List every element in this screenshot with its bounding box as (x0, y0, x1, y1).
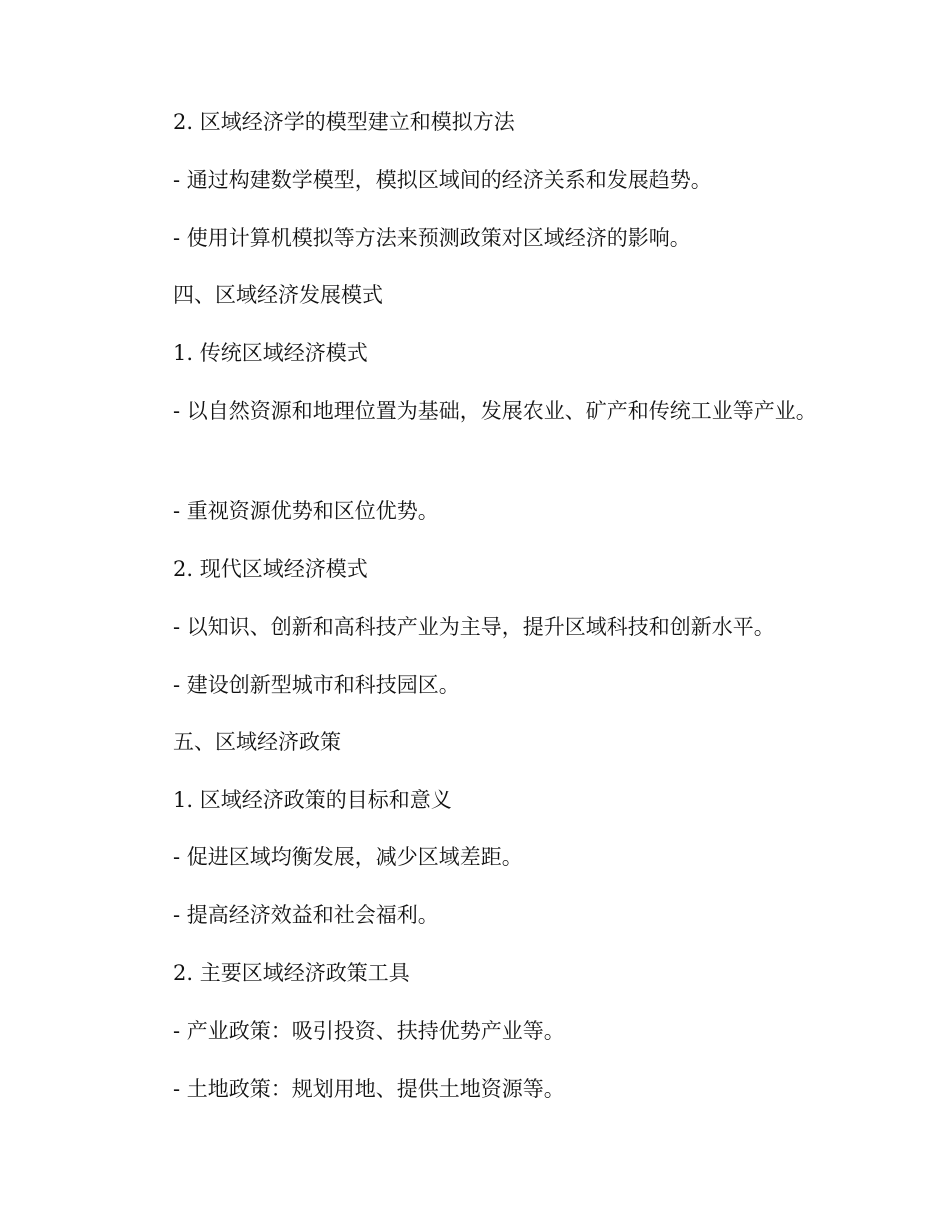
bullet-resource-advantages: - 重视资源优势和区位优势。 (173, 499, 439, 523)
section-heading-economic-policy: 五、区域经济政策 (173, 730, 341, 754)
bullet-balanced-development: - 促进区域均衡发展，减少区域差距。 (173, 845, 523, 869)
subheading-model-methods: 2. 区域经济学的模型建立和模拟方法 (173, 110, 515, 134)
subheading-policy-tools: 2. 主要区域经济政策工具 (173, 961, 410, 985)
bullet-innovative-cities: - 建设创新型城市和科技园区。 (173, 673, 460, 697)
section-heading-development-modes: 四、区域经济发展模式 (173, 283, 383, 307)
bullet-math-model: - 通过构建数学模型，模拟区域间的经济关系和发展趋势。 (173, 168, 712, 192)
bullet-natural-resources: - 以自然资源和地理位置为基础，发展农业、矿产和传统工业等产业。 (173, 399, 817, 423)
subheading-policy-goals: 1. 区域经济政策的目标和意义 (173, 788, 452, 812)
subheading-traditional-mode: 1. 传统区域经济模式 (173, 341, 368, 365)
bullet-knowledge-innovation: - 以知识、创新和高科技产业为主导，提升区域科技和创新水平。 (173, 615, 775, 639)
bullet-economic-welfare: - 提高经济效益和社会福利。 (173, 903, 439, 927)
subheading-modern-mode: 2. 现代区域经济模式 (173, 557, 368, 581)
bullet-land-policy: - 土地政策：规划用地、提供土地资源等。 (173, 1077, 565, 1101)
bullet-industrial-policy: - 产业政策：吸引投资、扶持优势产业等。 (173, 1019, 565, 1043)
bullet-computer-simulation: - 使用计算机模拟等方法来预测政策对区域经济的影响。 (173, 226, 691, 250)
